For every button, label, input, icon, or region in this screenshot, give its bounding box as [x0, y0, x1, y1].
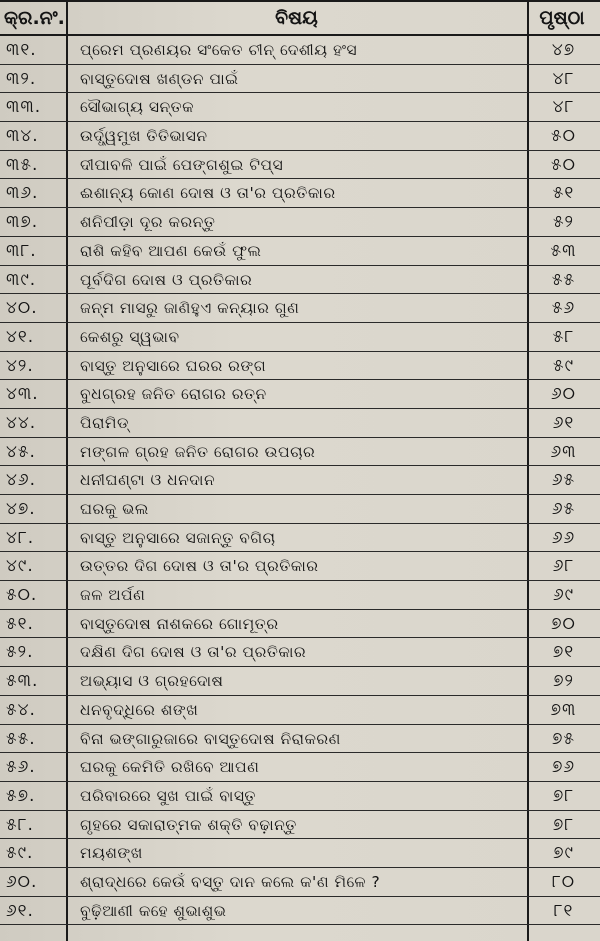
row-topic: ବୁଧଗ୍ରହ ଜନିତ ରୋଗର ରତ୍ନ: [80, 385, 267, 404]
row-topic: ବାସ୍ତୁ ଅନୁସାରେ ଘରର ରଙ୍ଗ: [80, 356, 267, 375]
row-page-number: ୭୦: [551, 613, 576, 634]
row-page-number: ୭୯: [553, 843, 574, 864]
table-row: [0, 696, 600, 725]
row-topic: ବିନା ଭଙ୍ଗାରୁଜାରେ ବାସ୍ତୁଦୋଷ ନିରାକରଣ: [80, 729, 341, 748]
row-serial-number: ୩୭.: [6, 212, 39, 233]
row-page-number: ୪୮: [552, 97, 575, 118]
row-topic: ବୁଢ଼ିଆଣୀ କହେ ଶୁଭାଶୁଭ: [80, 901, 227, 920]
row-topic: ମୟଶଙ୍ଖ: [80, 844, 143, 863]
row-page-number: ୭୩: [550, 699, 577, 720]
table-row: [0, 667, 600, 696]
row-page-number: ୬୩: [550, 441, 577, 462]
table-row: [0, 93, 600, 122]
table-row: [0, 65, 600, 94]
row-serial-number: ୬୦.: [6, 871, 38, 892]
row-serial-number: ୪୩.: [6, 384, 39, 405]
row-topic: ଦକ୍ଷିଣ ଦିଗ ଦୋଷ ଓ ତା'ର ପ୍ରତିକାର: [80, 643, 307, 662]
row-page-number: ୬୮: [552, 556, 575, 577]
row-page-number: ୫୧: [552, 183, 575, 204]
row-serial-number: ୪୪.: [6, 412, 37, 433]
row-serial-number: ୫୩.: [6, 671, 39, 692]
row-serial-number: ୫୮.: [6, 814, 34, 835]
row-page-number: ୭୮: [552, 785, 575, 806]
row-topic: ଘରକୁ କେମିତି ରଖିବେ ଆପଣ: [80, 758, 260, 777]
row-serial-number: ୪୨.: [6, 355, 34, 376]
row-page-number: ୬୯: [552, 585, 575, 606]
row-serial-number: ୪୧.: [6, 326, 35, 347]
row-page-number: ୭୬: [551, 757, 576, 778]
table-row: [0, 868, 600, 897]
row-page-number: ୭୨: [553, 671, 574, 692]
row-page-number: ୪୮: [552, 68, 575, 89]
row-topic: ଈଶାନ୍ୟ କୋଣ ଦୋଷ ଓ ତା'ର ପ୍ରତିକାର: [80, 184, 336, 203]
table-row: [0, 36, 600, 65]
row-serial-number: ୪୮.: [6, 527, 35, 548]
row-page-number: ୭୮: [552, 814, 575, 835]
row-page-number: ୫୨: [552, 212, 575, 233]
row-serial-number: ୩୨.: [6, 68, 37, 89]
row-page-number: ୫୯: [552, 355, 575, 376]
row-topic: ଦୀପାବଳି ପାଇଁ ପେଙ୍ଗଶୁଇ ଟିପ୍ସ: [80, 155, 284, 174]
table-row: [0, 897, 600, 926]
row-serial-number: ୪୬.: [6, 470, 36, 491]
row-serial-number: ୩୪.: [6, 126, 39, 147]
contents-rows: [0, 36, 600, 925]
table-row: [0, 179, 600, 208]
row-serial-number: ୫୬.: [6, 757, 36, 778]
row-serial-number: ୩୧.: [6, 40, 37, 60]
row-serial-number: ୪୯.: [6, 556, 34, 577]
row-serial-number: ୫୦.: [6, 585, 38, 606]
row-topic: ଉର୍ଦ୍ଧ୍ୱମୁଖ ତିତିଭାସନ: [80, 127, 208, 146]
row-serial-number: ୩୫.: [6, 154, 39, 175]
row-serial-number: ୩୯.: [6, 269, 37, 290]
row-page-number: ୬୦: [551, 384, 576, 405]
row-page-number: ୪୭: [551, 40, 576, 60]
row-topic: ସୌଭାଗ୍ୟ ସନ୍ତକ: [80, 98, 195, 117]
row-serial-number: ୫୨.: [6, 642, 34, 663]
row-topic: ଅଭ୍ୟାସ ଓ ଗ୍ରହଦୋଷ: [80, 672, 224, 691]
table-row: [0, 782, 600, 811]
row-page-number: ୬୧: [552, 412, 575, 433]
row-topic: କେଶରୁ ସ୍ୱଭାବ: [80, 327, 180, 346]
table-row: [0, 323, 600, 352]
row-topic: ଧନୀଘଣ୍ଟା ଓ ଧନଦାନ: [80, 471, 216, 490]
table-row: [0, 409, 600, 438]
table-row: [0, 552, 600, 581]
table-row: [0, 438, 600, 467]
row-serial-number: ୬୧.: [6, 900, 34, 921]
row-serial-number: ୪୦.: [6, 298, 38, 319]
row-topic: ପୂର୍ବଦିଗ ଦୋଷ ଓ ପ୍ରତିକାର: [80, 270, 253, 289]
row-topic: ଗୃହରେ ସକାରାତ୍ମକ ଶକ୍ତି ବଢ଼ାନ୍ତୁ: [80, 815, 297, 834]
table-row: [0, 610, 600, 639]
table-row: [0, 208, 600, 237]
row-page-number: ୭୧: [552, 642, 575, 663]
table-row: [0, 151, 600, 180]
row-serial-number: ୫୧.: [6, 613, 34, 634]
row-topic: ଘରକୁ ଭଲ: [80, 500, 149, 518]
row-page-number: ୫୬: [551, 298, 576, 319]
table-row: [0, 294, 600, 323]
table-row: [0, 839, 600, 868]
table-row: [0, 524, 600, 553]
table-row: [0, 122, 600, 151]
row-topic: ବାସ୍ତୁଦୋଷ ଖଣ୍ଡନ ପାଇଁ: [80, 69, 239, 88]
row-serial-number: ୫୭.: [6, 785, 36, 806]
row-page-number: ୫୩: [550, 240, 577, 261]
row-serial-number: ୩୮.: [6, 240, 37, 261]
header-serial-number: କ୍ର.ନଂ.: [4, 7, 65, 29]
row-page-number: ୬୬: [551, 527, 576, 548]
table-row: [0, 725, 600, 754]
row-topic: ଶ୍ରାଦ୍ଧରେ କେଉଁ ବସ୍ତୁ ଦାନ କଲେ କ'ଣ ମିଳେ ?: [80, 872, 381, 891]
row-page-number: ୫୫: [551, 269, 576, 290]
row-serial-number: ୩୩.: [6, 97, 42, 118]
row-topic: ପିରାମିଡ୍: [80, 413, 129, 432]
table-row: [0, 352, 600, 381]
table-row: [0, 753, 600, 782]
table-row: [0, 466, 600, 495]
row-serial-number: ୫୫.: [6, 728, 36, 749]
row-page-number: ୫୦: [551, 154, 576, 175]
row-topic: ଶନିପୀଡ଼ା ଦୂର କରନ୍ତୁ: [80, 213, 216, 232]
row-topic: ବାସ୍ତୁଦୋଷ ନାଶକରେ ଗୋମୂତ୍ର: [80, 614, 279, 633]
row-serial-number: ୪୫.: [6, 441, 36, 462]
table-row: [0, 638, 600, 667]
header-page-number: ପୃଷ୍ଠା: [539, 7, 585, 29]
table-top-border: [0, 0, 600, 2]
row-page-number: ୬୫: [551, 470, 576, 491]
header-topic: ବିଷୟ: [275, 7, 318, 29]
table-row: [0, 811, 600, 840]
table-row: [0, 495, 600, 524]
row-topic: ରାଶି କହିବ ଆପଣ କେଉଁ ଫୁଲ: [80, 241, 262, 260]
table-row: [0, 237, 600, 266]
table-row: [0, 266, 600, 295]
row-page-number: ୮୧: [553, 900, 574, 921]
row-topic: ଧନବୃଦ୍ଧିରେ ଶଙ୍ଖ: [80, 700, 199, 719]
row-page-number: ୭୫: [551, 728, 575, 749]
row-serial-number: ୫୪.: [6, 699, 36, 720]
row-topic: ଜଳ ଅର୍ପଣ: [80, 586, 146, 605]
row-serial-number: ୪୭.: [6, 499, 36, 519]
row-topic: ବାସ୍ତୁ ଅନୁସାରେ ସଜାନ୍ତୁ ବଗିଚା: [80, 528, 276, 547]
row-topic: ଉତ୍ତର ଦିଗ ଦୋଷ ଓ ତା'ର ପ୍ରତିକାର: [80, 557, 319, 576]
row-serial-number: ୩୬.: [6, 183, 39, 204]
row-page-number: ୬୫: [551, 499, 576, 519]
row-topic: ଜନ୍ମ ମାସରୁ ଜାଣିହୁଏ କନ୍ୟାର ଗୁଣ: [80, 299, 300, 318]
row-topic: ମଙ୍ଗଳ ଗ୍ରହ ଜନିତ ରୋଗର ଉପଚାର: [80, 442, 316, 461]
row-serial-number: ୫୯.: [6, 843, 34, 864]
row-page-number: ୫୮: [552, 326, 575, 347]
row-page-number: ୮୦: [551, 871, 576, 892]
row-topic: ପ୍ରେମ ପ୍ରଣୟର ସଂକେତ ଚୀନ୍ ଦେଶୀୟ ହଂସ: [80, 41, 358, 59]
row-page-number: ୫୦: [551, 126, 576, 147]
row-topic: ପରିବାରରେ ସୁଖ ପାଇଁ ବାସ୍ତୁ: [80, 786, 256, 805]
table-row: [0, 581, 600, 610]
table-row: [0, 380, 600, 409]
